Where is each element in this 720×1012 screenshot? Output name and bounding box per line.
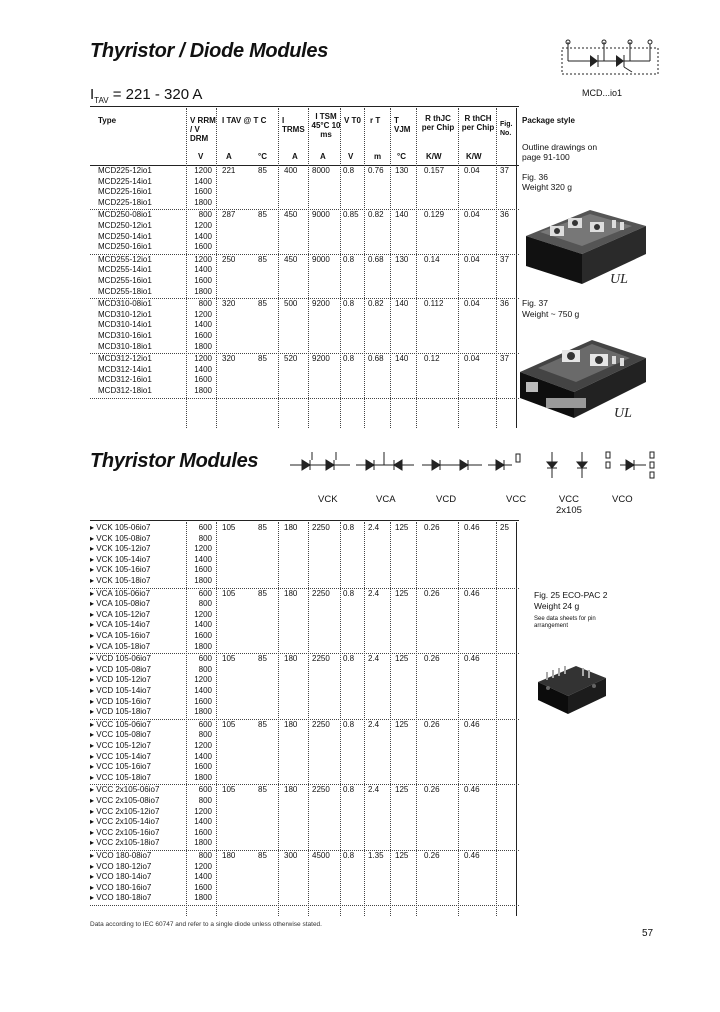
itsm-cell: 9200 bbox=[312, 354, 330, 364]
rt-cell: 0.82 bbox=[368, 210, 384, 220]
col-sep bbox=[496, 108, 497, 428]
voltage-cell: 1600 bbox=[194, 276, 212, 285]
type-cell: ▸ VCK 105-12io7 bbox=[90, 544, 151, 554]
voltage-cell: 1200 bbox=[194, 609, 212, 619]
itav-cell: 105 bbox=[222, 719, 236, 729]
circuit-label-vcd: VCD bbox=[436, 494, 457, 505]
tvjm-cell: 125 bbox=[395, 523, 409, 532]
type-cell: ▸ VCK 105-18io7 bbox=[90, 576, 151, 585]
tvjm-cell: 125 bbox=[395, 654, 409, 664]
page-number: 57 bbox=[642, 928, 654, 939]
rthch-cell: 0.04 bbox=[464, 210, 480, 220]
type-cell: ▸ VCK 105-16io7 bbox=[90, 565, 151, 575]
itsm-cell: 2250 bbox=[312, 785, 330, 795]
rthjc-cell: 0.129 bbox=[424, 210, 445, 220]
group-separator bbox=[90, 719, 519, 720]
type-cell: ▸ VCC 2x105-16io7 bbox=[90, 827, 160, 837]
itsm-cell: 2250 bbox=[312, 523, 330, 532]
type-cell: ▸ VCC 105-16io7 bbox=[90, 762, 151, 772]
tvjm-cell: 125 bbox=[395, 785, 409, 795]
circuit-label-vca: VCA bbox=[376, 494, 396, 505]
itrms-cell: 500 bbox=[284, 299, 298, 309]
svg-text:UL: UL bbox=[614, 406, 632, 421]
vt0-cell: 0.8 bbox=[343, 654, 355, 664]
rthch-cell: 0.04 bbox=[464, 254, 480, 264]
type-cell: ▸ VCC 105-14io7 bbox=[90, 751, 151, 761]
type-cell: MCD250-08io1 bbox=[98, 210, 152, 220]
type-cell: MCD310-18io1 bbox=[98, 341, 152, 351]
itav-cell: 105 bbox=[222, 588, 236, 598]
rthjc-cell: 0.112 bbox=[424, 299, 444, 309]
vt0-cell: 0.8 bbox=[343, 785, 355, 795]
type-cell: ▸ VCC 2x105-06io7 bbox=[90, 785, 160, 795]
voltage-cell: 1400 bbox=[194, 320, 212, 330]
vt0-cell: 0.8 bbox=[343, 523, 355, 532]
type-cell: ▸ VCK 105-08io7 bbox=[90, 533, 151, 543]
group-separator bbox=[90, 398, 519, 399]
col-sep bbox=[216, 108, 217, 428]
current-range-sub: TAV bbox=[94, 96, 109, 105]
tc-cell: 85 bbox=[258, 354, 267, 364]
group-separator bbox=[90, 653, 519, 654]
voltage-cell: 800 bbox=[198, 210, 212, 220]
voltage-cell: 1400 bbox=[194, 231, 212, 241]
header-type: Type bbox=[98, 116, 117, 125]
itav-cell: 105 bbox=[222, 785, 236, 795]
voltage-cell: 1800 bbox=[194, 386, 212, 395]
itav-cell: 105 bbox=[222, 654, 236, 664]
fig-cell: 25 bbox=[500, 523, 509, 532]
type-cell: ▸ VCC 2x105-18io7 bbox=[90, 838, 160, 848]
type-cell: MCD255-12io1 bbox=[98, 254, 152, 264]
itav-cell: 105 bbox=[222, 523, 236, 532]
vt0-cell: 0.8 bbox=[343, 588, 355, 598]
type-cell: MCD225-16io1 bbox=[98, 187, 152, 197]
col-sep bbox=[416, 108, 417, 428]
header-itrms: I TRMS bbox=[282, 116, 305, 134]
header-fig: Fig. No. bbox=[500, 121, 513, 137]
voltage-cell: 1600 bbox=[194, 631, 212, 640]
table2-top-rule bbox=[90, 520, 519, 521]
rthch-cell: 0.46 bbox=[464, 785, 480, 795]
type-cell: ▸ VCC 2x105-14io7 bbox=[90, 817, 160, 827]
ul-logo-icon bbox=[608, 268, 632, 293]
circuit-label-vcc: VCC bbox=[506, 494, 527, 505]
type-cell: ▸ VCD 105-14io7 bbox=[90, 686, 151, 695]
unit-label: A bbox=[320, 152, 326, 161]
type-cell: MCD250-14io1 bbox=[98, 231, 152, 241]
mcd-circuit-label: MCD...io1 bbox=[582, 88, 623, 98]
group-separator bbox=[90, 850, 519, 851]
current-range-value: = 221 - 320 A bbox=[112, 86, 203, 103]
type-cell: MCD310-16io1 bbox=[98, 331, 152, 340]
tc-cell: 85 bbox=[258, 210, 267, 220]
type-cell: MCD255-14io1 bbox=[98, 265, 152, 275]
voltage-cell: 1200 bbox=[194, 675, 212, 685]
unit-label: V bbox=[348, 152, 354, 161]
voltage-cell: 600 bbox=[198, 654, 212, 664]
fig25-label: Fig. 25 ECO-PAC 2 bbox=[534, 590, 608, 600]
section2-title: Thyristor Modules bbox=[90, 450, 259, 472]
rthch-cell: 0.46 bbox=[464, 654, 480, 664]
fig25-weight: Weight 24 g bbox=[534, 601, 580, 611]
rt-cell: 0.68 bbox=[368, 354, 384, 364]
thyristor-circuit-symbols-icon bbox=[290, 450, 660, 485]
vt0-cell: 0.8 bbox=[343, 299, 355, 309]
tvjm-cell: 125 bbox=[395, 719, 409, 729]
fig36-label: Fig. 36 bbox=[522, 172, 548, 182]
itrms-cell: 520 bbox=[284, 354, 298, 364]
itsm-cell: 9200 bbox=[312, 299, 330, 309]
itsm-cell: 8000 bbox=[312, 166, 330, 175]
voltage-cell: 1400 bbox=[194, 265, 212, 275]
rthjc-cell: 0.26 bbox=[424, 719, 440, 729]
tc-cell: 85 bbox=[258, 254, 267, 264]
type-cell: ▸ VCD 105-12io7 bbox=[90, 675, 151, 685]
type-cell: ▸ VCD 105-06io7 bbox=[90, 654, 151, 664]
itsm-cell: 9000 bbox=[312, 254, 330, 264]
voltage-cell: 1200 bbox=[194, 254, 212, 264]
fig-cell: 37 bbox=[500, 354, 509, 364]
voltage-cell: 1800 bbox=[194, 707, 212, 717]
rt-cell: 2.4 bbox=[368, 523, 380, 532]
voltage-cell: 800 bbox=[198, 730, 212, 740]
voltage-cell: 800 bbox=[198, 533, 212, 543]
group-separator bbox=[90, 254, 519, 255]
voltage-cell: 1800 bbox=[194, 838, 212, 848]
header-tvjm: T VJM bbox=[394, 116, 411, 134]
rthjc-cell: 0.26 bbox=[424, 851, 440, 860]
itrms-cell: 180 bbox=[284, 654, 298, 664]
col-sep bbox=[186, 108, 187, 428]
footnote: Data according to IEC 60747 and refer to a single diode unless otherwise stated. bbox=[90, 921, 322, 928]
unit-label: A bbox=[292, 152, 298, 161]
tvjm-cell: 130 bbox=[395, 254, 409, 264]
voltage-cell: 1600 bbox=[194, 762, 212, 772]
itrms-cell: 450 bbox=[284, 210, 298, 220]
voltage-cell: 1400 bbox=[194, 686, 212, 695]
tc-cell: 85 bbox=[258, 299, 267, 309]
rthch-cell: 0.46 bbox=[464, 588, 480, 598]
vt0-cell: 0.8 bbox=[343, 719, 355, 729]
voltage-cell: 1200 bbox=[194, 354, 212, 364]
unit-label: A bbox=[226, 152, 232, 161]
voltage-cell: 1200 bbox=[194, 741, 212, 750]
tvjm-cell: 140 bbox=[395, 354, 409, 364]
voltage-cell: 600 bbox=[198, 523, 212, 532]
tc-cell: 85 bbox=[258, 588, 267, 598]
type-cell: MCD310-08io1 bbox=[98, 299, 152, 309]
type-cell: ▸ VCD 105-18io7 bbox=[90, 707, 151, 717]
ul-logo-icon bbox=[612, 402, 636, 427]
rt-cell: 2.4 bbox=[368, 719, 380, 729]
voltage-cell: 1400 bbox=[194, 872, 212, 882]
section1-title: Thyristor / Diode Modules bbox=[90, 40, 329, 62]
group-separator bbox=[90, 298, 519, 299]
rthjc-cell: 0.26 bbox=[424, 654, 440, 664]
unit-label: m bbox=[374, 152, 382, 161]
voltage-cell: 1200 bbox=[194, 309, 212, 319]
voltage-cell: 1200 bbox=[194, 544, 212, 554]
type-cell: ▸ VCA 105-06io7 bbox=[90, 588, 151, 598]
header-rthch: R thCH per Chip bbox=[461, 114, 495, 132]
rt-cell: 2.4 bbox=[368, 785, 380, 795]
type-cell: ▸ VCC 2x105-08io7 bbox=[90, 796, 160, 805]
rthch-cell: 0.04 bbox=[464, 166, 480, 175]
tvjm-cell: 130 bbox=[395, 166, 409, 175]
voltage-cell: 1400 bbox=[194, 620, 212, 630]
type-cell: MCD312-18io1 bbox=[98, 386, 152, 395]
header-itav: I TAV @ T C bbox=[222, 116, 267, 125]
fig36-weight: Weight 320 g bbox=[522, 182, 572, 192]
fig-cell: 36 bbox=[500, 299, 509, 309]
col-sep bbox=[278, 108, 279, 428]
col-sep bbox=[364, 108, 365, 428]
voltage-cell: 1800 bbox=[194, 576, 212, 585]
type-cell: ▸ VCC 105-12io7 bbox=[90, 741, 151, 750]
voltage-cell: 1600 bbox=[194, 827, 212, 837]
voltage-cell: 1400 bbox=[194, 751, 212, 761]
type-cell: MCD312-14io1 bbox=[98, 364, 152, 374]
tc-cell: 85 bbox=[258, 654, 267, 664]
rthch-cell: 0.46 bbox=[464, 851, 480, 860]
header-vrrm: V RRM / V DRM bbox=[190, 116, 216, 143]
type-cell: ▸ VCC 2x105-12io7 bbox=[90, 806, 160, 816]
type-cell: ▸ VCO 180-14io7 bbox=[90, 872, 152, 882]
type-cell: MCD225-12io1 bbox=[98, 166, 152, 175]
voltage-cell: 1600 bbox=[194, 331, 212, 340]
itrms-cell: 180 bbox=[284, 588, 298, 598]
rt-cell: 2.4 bbox=[368, 588, 380, 598]
type-cell: ▸ VCA 105-16io7 bbox=[90, 631, 151, 640]
vt0-cell: 0.85 bbox=[343, 210, 359, 220]
voltage-cell: 1800 bbox=[194, 286, 212, 296]
unit-label: °C bbox=[258, 152, 267, 161]
itrms-cell: 180 bbox=[284, 719, 298, 729]
voltage-cell: 800 bbox=[198, 851, 212, 860]
vt0-cell: 0.8 bbox=[343, 166, 355, 175]
type-cell: ▸ VCA 105-18io7 bbox=[90, 641, 151, 651]
voltage-cell: 800 bbox=[198, 664, 212, 674]
mcd-circuit-symbol-icon bbox=[560, 38, 660, 83]
header-package: Package style bbox=[522, 116, 575, 125]
itav-cell: 287 bbox=[222, 210, 236, 220]
rt-cell: 1.35 bbox=[368, 851, 384, 860]
module-fig25-image bbox=[534, 656, 610, 723]
group-separator bbox=[90, 353, 519, 354]
fig25-note: See data sheets for pin arrangement bbox=[534, 616, 596, 629]
group-separator bbox=[90, 209, 519, 210]
col-sep bbox=[340, 108, 341, 428]
itsm-cell: 2250 bbox=[312, 654, 330, 664]
rthjc-cell: 0.12 bbox=[424, 354, 440, 364]
itav-cell: 320 bbox=[222, 354, 236, 364]
voltage-cell: 1600 bbox=[194, 882, 212, 892]
voltage-cell: 1600 bbox=[194, 375, 212, 385]
col-sep bbox=[390, 108, 391, 428]
circuit-label-vck: VCK bbox=[318, 494, 338, 505]
voltage-cell: 1800 bbox=[194, 197, 212, 207]
tc-cell: 85 bbox=[258, 851, 267, 860]
itrms-cell: 450 bbox=[284, 254, 298, 264]
type-cell: ▸ VCD 105-16io7 bbox=[90, 696, 151, 706]
unit-label: V bbox=[198, 152, 204, 161]
fig-cell: 37 bbox=[500, 254, 509, 264]
type-cell: ▸ VCD 105-08io7 bbox=[90, 664, 151, 674]
type-cell: MCD250-16io1 bbox=[98, 242, 152, 252]
voltage-cell: 1800 bbox=[194, 641, 212, 651]
type-cell: MCD225-14io1 bbox=[98, 176, 152, 186]
header-itsm: I TSM 45°C 10 ms bbox=[311, 112, 341, 139]
itav-cell: 320 bbox=[222, 299, 236, 309]
fig-cell: 36 bbox=[500, 210, 509, 220]
itrms-cell: 300 bbox=[284, 851, 298, 860]
type-cell: ▸ VCC 105-06io7 bbox=[90, 719, 151, 729]
type-cell: ▸ VCK 105-14io7 bbox=[90, 554, 151, 564]
table1-header-rule bbox=[90, 165, 519, 166]
itav-cell: 250 bbox=[222, 254, 236, 264]
voltage-cell: 1200 bbox=[194, 221, 212, 230]
rthch-cell: 0.46 bbox=[464, 523, 480, 532]
voltage-cell: 1800 bbox=[194, 772, 212, 782]
rt-cell: 2.4 bbox=[368, 654, 380, 664]
type-cell: MCD255-16io1 bbox=[98, 276, 152, 285]
current-range-symbol: I bbox=[90, 86, 95, 103]
voltage-cell: 600 bbox=[198, 785, 212, 795]
tvjm-cell: 140 bbox=[395, 299, 409, 309]
itrms-cell: 180 bbox=[284, 523, 298, 532]
itrms-cell: 180 bbox=[284, 785, 298, 795]
rthch-cell: 0.04 bbox=[464, 354, 480, 364]
type-cell: MCD310-14io1 bbox=[98, 320, 152, 330]
voltage-cell: 1200 bbox=[194, 861, 212, 871]
unit-label: °C bbox=[397, 152, 406, 161]
type-cell: MCD250-12io1 bbox=[98, 221, 152, 230]
type-cell: ▸ VCA 105-12io7 bbox=[90, 609, 151, 619]
unit-label: K/W bbox=[426, 152, 442, 161]
tvjm-cell: 125 bbox=[395, 588, 409, 598]
itav-cell: 180 bbox=[222, 851, 236, 860]
tc-cell: 85 bbox=[258, 719, 267, 729]
group-separator bbox=[90, 588, 519, 589]
voltage-cell: 1200 bbox=[194, 166, 212, 175]
voltage-cell: 1800 bbox=[194, 893, 212, 903]
type-cell: MCD225-18io1 bbox=[98, 197, 152, 207]
type-cell: ▸ VCC 105-08io7 bbox=[90, 730, 151, 740]
type-cell: MCD255-18io1 bbox=[98, 286, 152, 296]
type-cell: MCD312-12io1 bbox=[98, 354, 152, 364]
vt0-cell: 0.8 bbox=[343, 851, 355, 860]
voltage-cell: 800 bbox=[198, 599, 212, 609]
itsm-cell: 2250 bbox=[312, 719, 330, 729]
fig-cell: 37 bbox=[500, 166, 509, 175]
rthjc-cell: 0.26 bbox=[424, 588, 440, 598]
group-separator bbox=[90, 905, 519, 906]
voltage-cell: 1600 bbox=[194, 696, 212, 706]
voltage-cell: 1200 bbox=[194, 806, 212, 816]
type-cell: ▸ VCA 105-14io7 bbox=[90, 620, 151, 630]
rthch-cell: 0.46 bbox=[464, 719, 480, 729]
rt-cell: 0.82 bbox=[368, 299, 384, 309]
table1-top-rule bbox=[90, 106, 519, 107]
voltage-cell: 1800 bbox=[194, 341, 212, 351]
circuit-label-vcc-2x105: VCC 2x105 bbox=[556, 494, 582, 516]
voltage-cell: 1600 bbox=[194, 242, 212, 252]
type-cell: MCD310-12io1 bbox=[98, 309, 152, 319]
voltage-cell: 800 bbox=[198, 796, 212, 805]
unit-label: K/W bbox=[466, 152, 482, 161]
rthch-cell: 0.04 bbox=[464, 299, 480, 309]
header-rt: r T bbox=[370, 116, 381, 125]
tvjm-cell: 125 bbox=[395, 851, 409, 860]
voltage-cell: 1600 bbox=[194, 565, 212, 575]
rt-cell: 0.76 bbox=[368, 166, 384, 175]
fig37-weight: Weight ~ 750 g bbox=[522, 309, 580, 319]
header-rthjc: R thJC per Chip bbox=[421, 114, 455, 132]
itrms-cell: 400 bbox=[284, 166, 298, 175]
vt0-cell: 0.8 bbox=[343, 254, 355, 264]
type-cell: ▸ VCA 105-08io7 bbox=[90, 599, 151, 609]
tc-cell: 85 bbox=[258, 166, 267, 175]
voltage-cell: 1400 bbox=[194, 364, 212, 374]
outline-note: Outline drawings on page 91-100 bbox=[522, 142, 598, 162]
itsm-cell: 9000 bbox=[312, 210, 330, 220]
tc-cell: 85 bbox=[258, 785, 267, 795]
col-sep bbox=[458, 108, 459, 428]
header-vt0: V T0 bbox=[344, 116, 361, 125]
type-cell: ▸ VCO 180-18io7 bbox=[90, 893, 152, 903]
type-cell: ▸ VCK 105-06io7 bbox=[90, 523, 151, 532]
type-cell: MCD312-16io1 bbox=[98, 375, 152, 385]
type-cell: ▸ VCO 180-16io7 bbox=[90, 882, 152, 892]
voltage-cell: 1600 bbox=[194, 187, 212, 197]
type-cell: ▸ VCO 180-12io7 bbox=[90, 861, 152, 871]
itav-cell: 221 bbox=[222, 166, 236, 175]
voltage-cell: 1400 bbox=[194, 817, 212, 827]
svg-text:UL: UL bbox=[610, 272, 628, 287]
itsm-cell: 2250 bbox=[312, 588, 330, 598]
voltage-cell: 600 bbox=[198, 719, 212, 729]
voltage-cell: 800 bbox=[198, 299, 212, 309]
col-sep bbox=[308, 108, 309, 428]
tc-cell: 85 bbox=[258, 523, 267, 532]
current-range bbox=[90, 86, 202, 105]
voltage-cell: 1400 bbox=[194, 176, 212, 186]
voltage-cell: 1400 bbox=[194, 554, 212, 564]
rthjc-cell: 0.14 bbox=[424, 254, 440, 264]
type-cell: ▸ VCO 180-08io7 bbox=[90, 851, 152, 860]
voltage-cell: 600 bbox=[198, 588, 212, 598]
vt0-cell: 0.8 bbox=[343, 354, 355, 364]
tvjm-cell: 140 bbox=[395, 210, 409, 220]
rthjc-cell: 0.26 bbox=[424, 785, 440, 795]
itsm-cell: 4500 bbox=[312, 851, 330, 860]
circuit-label-vco: VCO bbox=[612, 494, 633, 505]
rthjc-cell: 0.26 bbox=[424, 523, 440, 532]
rthjc-cell: 0.157 bbox=[424, 166, 445, 175]
fig37-label: Fig. 37 bbox=[522, 298, 548, 308]
rt-cell: 0.68 bbox=[368, 254, 384, 264]
type-cell: ▸ VCC 105-18io7 bbox=[90, 772, 151, 782]
